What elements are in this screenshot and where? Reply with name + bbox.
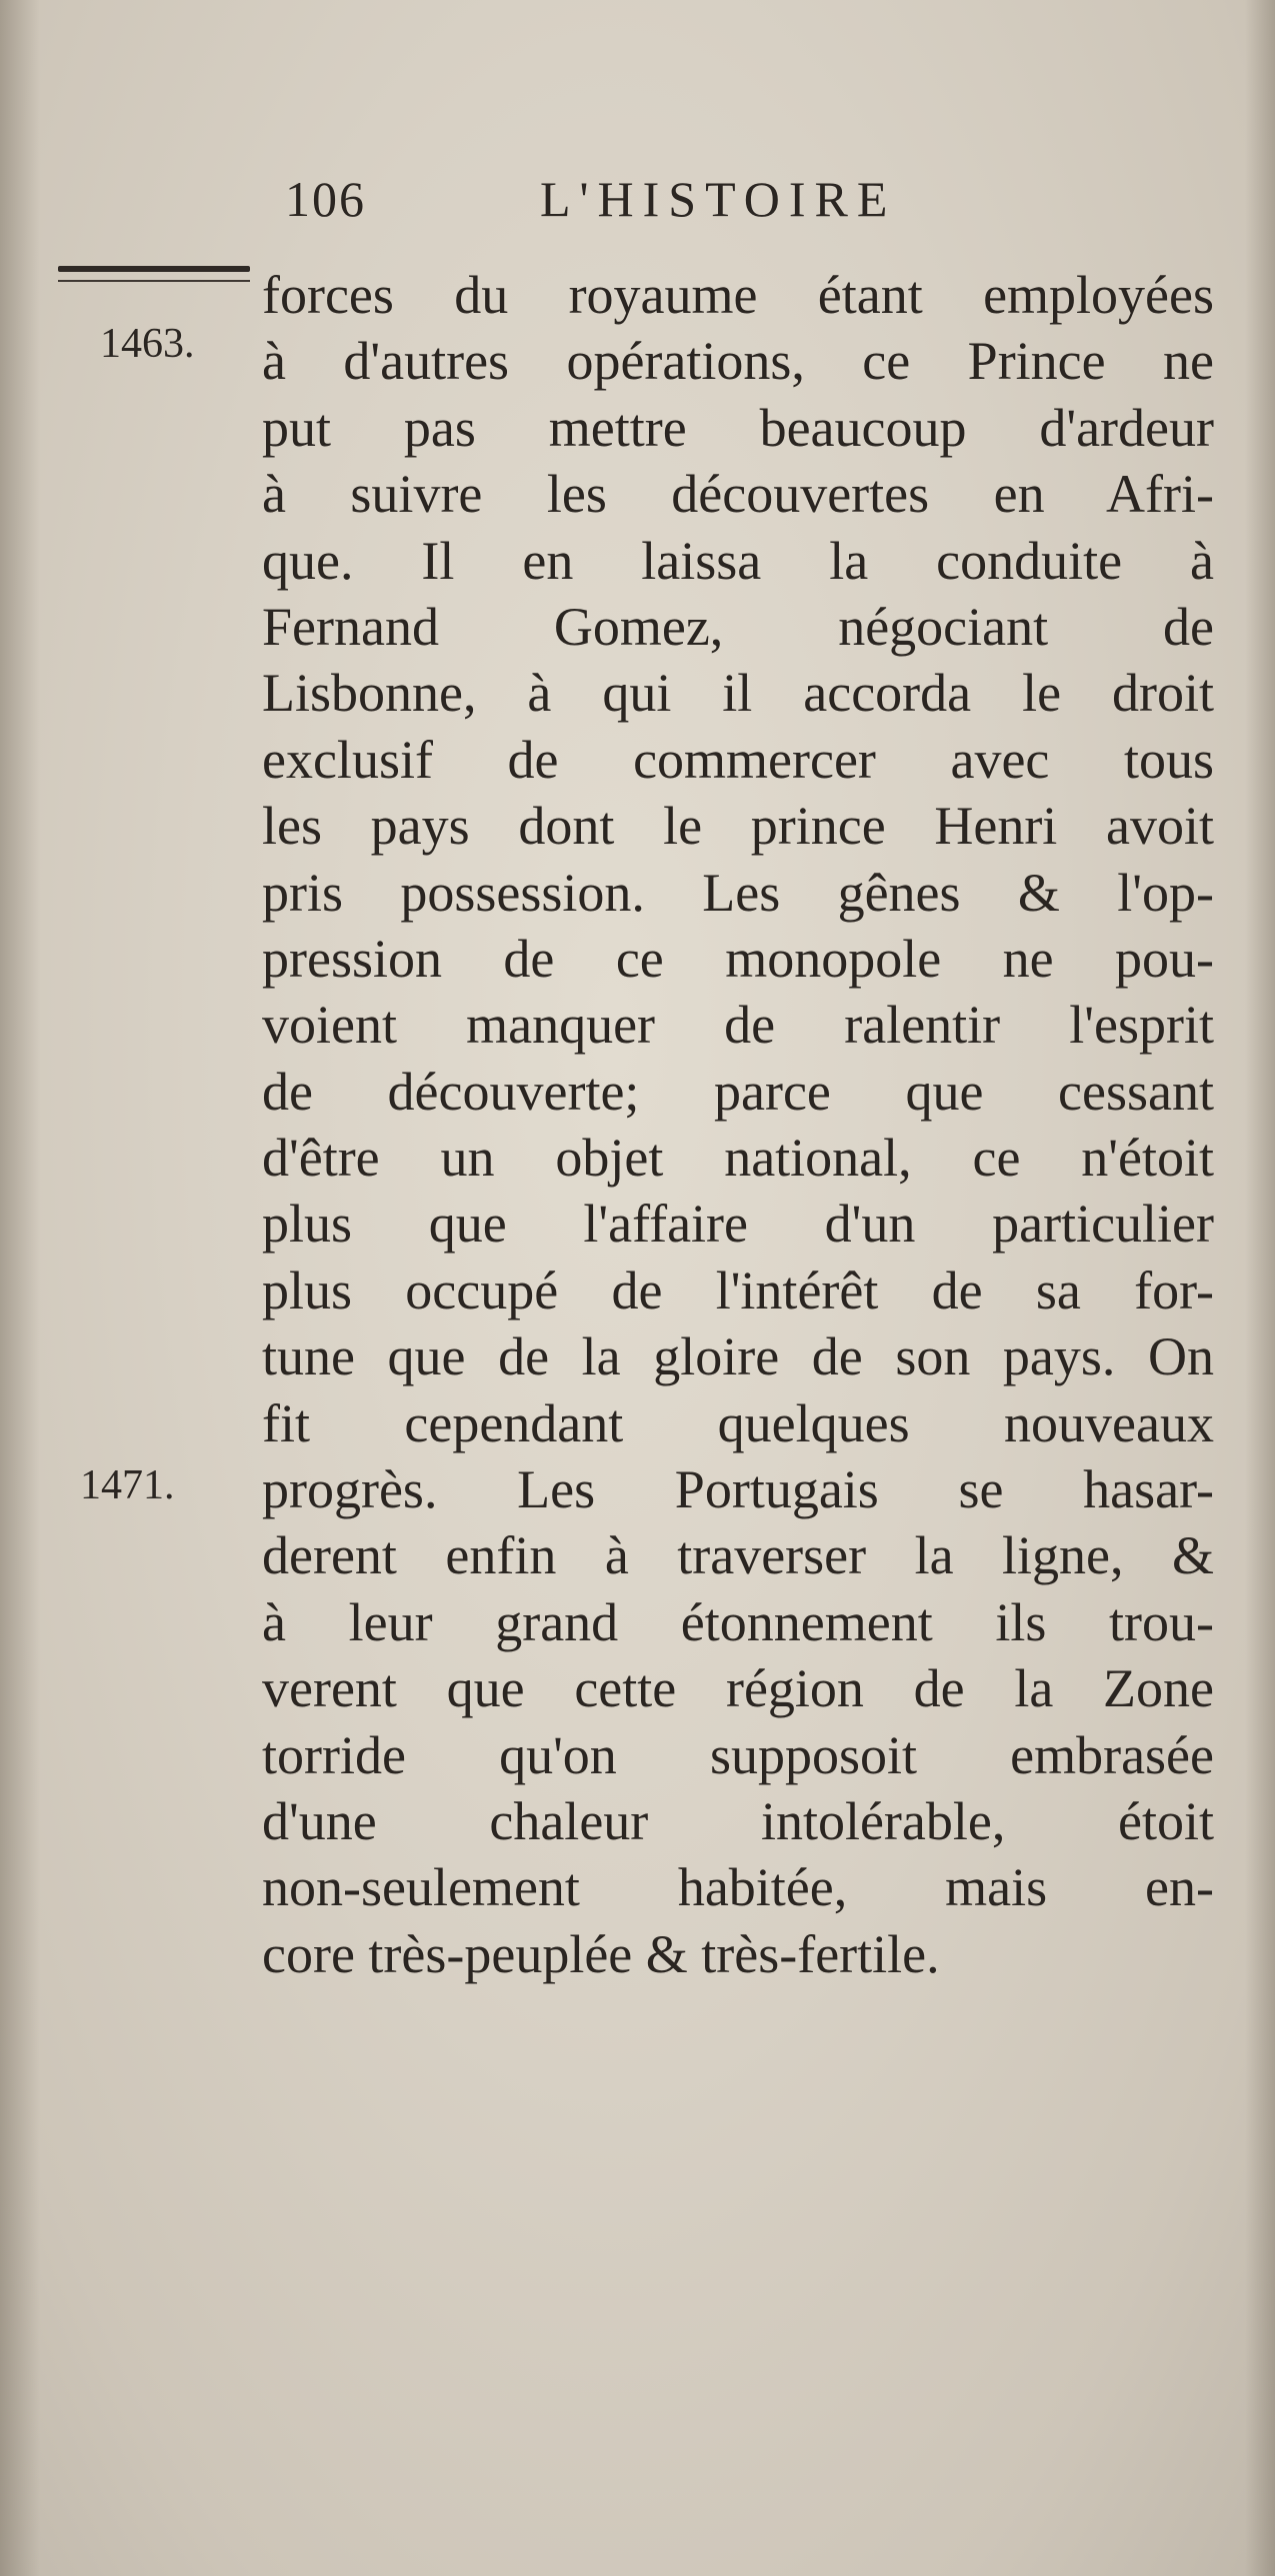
text-line-last: core très-peuplée & très-fertile. <box>262 1923 940 1984</box>
text-line: plus occupé de l'intérêt de sa for- <box>262 1260 1214 1320</box>
text-line: put pas mettre beaucoup d'ardeur <box>262 397 1214 458</box>
text-line: progrès. Les Portugais se hasar- <box>262 1459 1214 1520</box>
text-line: tune que de la gloire de son pays. On <box>262 1326 1214 1387</box>
text-line: fit cependant quelques nouveaux <box>262 1392 1214 1453</box>
text-line: pris possession. Les gênes & l'op- <box>262 862 1214 923</box>
text-line: forces du royaume étant employées <box>262 265 1214 325</box>
text-line: à leur grand étonnement ils trou- <box>262 1591 1214 1652</box>
text-line: exclusif de commercer avec tous <box>262 729 1214 790</box>
text-line: d'une chaleur intolérable, étoit <box>262 1790 1214 1851</box>
text-line: voient manquer de ralentir l'esprit <box>262 995 1214 1056</box>
text-line: que. Il en laissa la conduite à <box>262 530 1214 591</box>
text-line: torride qu'on supposoit embrasée <box>262 1724 1214 1785</box>
text-line: derent enfin à traverser la ligne, & <box>262 1525 1214 1586</box>
text-line: verent que cette région de la Zone <box>262 1658 1214 1719</box>
text-line: de découverte; parce que cessant <box>262 1061 1214 1122</box>
running-head <box>285 170 1025 240</box>
text-line: Fernand Gomez, négociant de <box>262 596 1214 657</box>
page-number: 106 <box>285 171 366 227</box>
page-edge-shadow-right <box>1245 0 1275 2576</box>
margin-year-1471: 1471. <box>80 1462 175 1508</box>
text-line: les pays dont le prince Henri avoit <box>262 796 1214 857</box>
page-edge-shadow-left <box>0 0 40 2576</box>
text-line: plus que l'affaire d'un particulier <box>262 1194 1214 1255</box>
running-title: L'HISTOIRE <box>540 171 897 227</box>
header-rule-thin <box>58 280 250 282</box>
text-line: à suivre les découvertes en Afri- <box>262 464 1214 525</box>
header-rule <box>58 266 250 272</box>
text-line: à d'autres opérations, ce Prince ne <box>262 331 1214 392</box>
body-text <box>262 262 1214 1987</box>
text-line: non-seulement habitée, mais en- <box>262 1857 1214 1918</box>
text-line: pression de ce monopole ne pou- <box>262 928 1214 989</box>
text-line: d'être un objet national, ce n'étoit <box>262 1128 1214 1189</box>
margin-year-1463: 1463. <box>100 321 195 367</box>
text-line: Lisbonne, à qui il accorda le droit <box>262 663 1214 724</box>
